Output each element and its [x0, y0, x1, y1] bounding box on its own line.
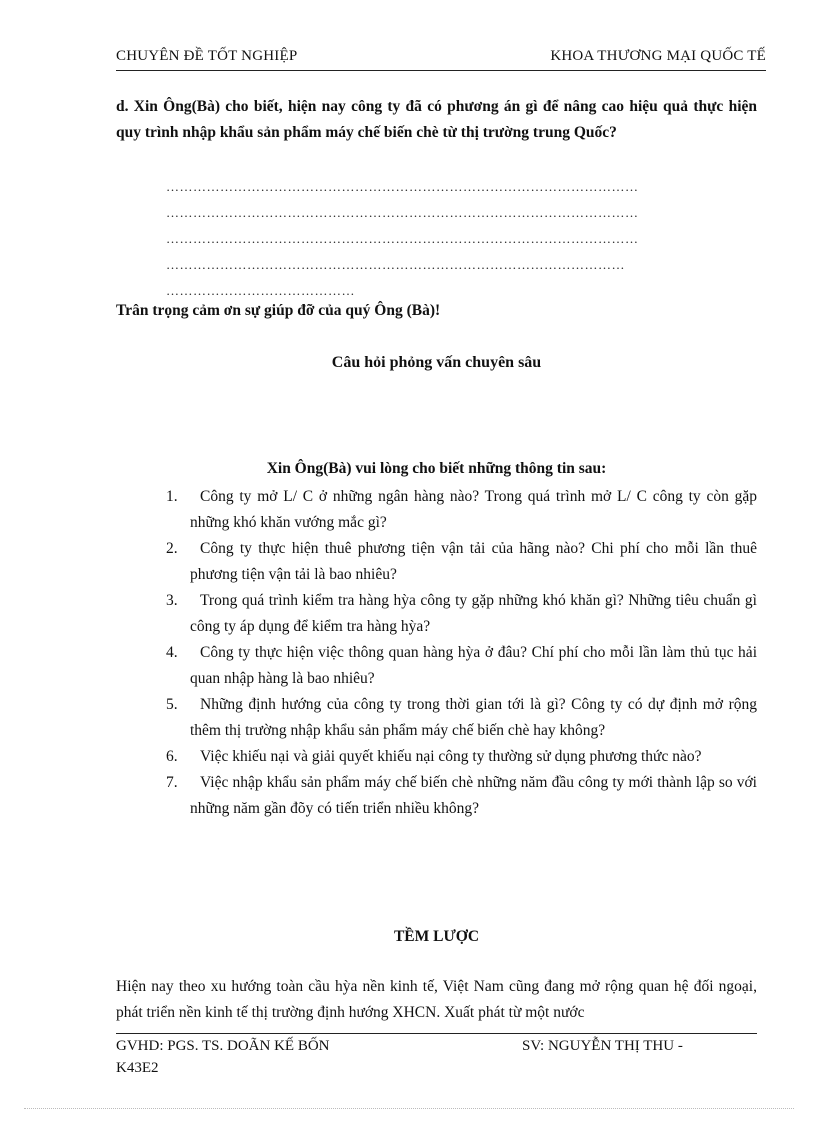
- header-right: KHOA THƯƠNG MẠI QUỐC TẾ: [550, 48, 766, 64]
- list-item: [166, 744, 757, 770]
- list-item-number: 5.: [166, 696, 178, 713]
- list-item-text: Những định hướng của công ty trong thời gian tới là gì? Công ty có dự định mở rộng thêm thị trường nhập khẩu sản phẩm máy chế biến chè hay không?: [190, 696, 757, 739]
- list-item: [166, 484, 757, 536]
- list-item-number: 3.: [166, 592, 178, 609]
- list-item-number: 1.: [166, 488, 178, 505]
- list-item: [166, 588, 757, 640]
- list-item-text: Việc khiếu nại và giải quyết khiếu nại công ty thường sử dụng phương thức nào?: [200, 748, 702, 765]
- question-d: d. Xin Ông(Bà) cho biết, hiện nay công ty đã có phương án gì để nâng cao hiệu quả thực hiện quy trình nhập khẩu sản phẩm máy chế biến chè từ thị trường trung Quốc?: [116, 98, 757, 141]
- interview-intro: Xin Ông(Bà) vui lòng cho biết những thông tin sau:: [266, 460, 607, 477]
- list-item: [166, 640, 757, 692]
- footer-class: K43E2: [116, 1060, 159, 1076]
- answer-line: ……………………………………………………………………………………………: [166, 179, 639, 194]
- list-item: [166, 536, 757, 588]
- list-item-number: 7.: [166, 774, 178, 791]
- list-item-text: Trong quá trình kiểm tra hàng hỳa công ty gặp những khó khăn gì? Những tiêu chuẩn gì công ty áp dụng để kiểm tra hàng hỳa?: [190, 592, 757, 635]
- question-list: [166, 484, 757, 822]
- interview-title: Câu hỏi phỏng vấn chuyên sâu: [331, 354, 542, 371]
- summary-paragraph: Hiện nay theo xu hướng toàn cầu hỳa nền kinh tế, Việt Nam cũng đang mở rộng quan hệ đối ngoại, phát triển nền kinh tế thị trường định hướng XHCN. Xuất phát từ một nước: [116, 978, 757, 1021]
- answer-lines: [166, 174, 746, 304]
- list-item-number: 4.: [166, 644, 178, 661]
- list-item-text: Công ty thực hiện việc thông quan hàng hỳa ở đâu? Chí phí cho mỗi lần làm thủ tục hải quan nhập hàng là bao nhiêu?: [190, 644, 757, 687]
- footer-advisor: GVHD: PGS. TS. DOÃN KẾ BỐN: [116, 1038, 330, 1054]
- list-item-text: Công ty thực hiện thuê phương tiện vận tải của hãng nào? Chi phí cho mỗi lần thuê phương tiện vận tải là bao nhiêu?: [190, 540, 757, 583]
- list-item-number: 6.: [166, 748, 178, 765]
- answer-line: ……………………………………………………………………………………………: [166, 205, 639, 220]
- answer-line: ……………………………………: [166, 283, 355, 298]
- header-left: CHUYÊN ĐỀ TỐT NGHIỆP: [116, 48, 298, 64]
- summary-title: TỀM LƯỢC: [393, 928, 480, 945]
- list-item-number: 2.: [166, 540, 178, 557]
- answer-line: …………………………………………………………………………………………: [166, 257, 625, 272]
- page-header: [116, 48, 766, 71]
- thanks-line: Trân trọng cảm ơn sự giúp đỡ của quý Ông (Bà)!: [116, 302, 441, 319]
- list-item: [166, 692, 757, 744]
- footer-divider: [116, 1033, 757, 1034]
- answer-line: ……………………………………………………………………………………………: [166, 231, 639, 246]
- list-item-text: Việc nhập khẩu sản phẩm máy chế biến chè những năm đầu công ty mới thành lập so với những năm gần đõy có tiến triển nhiều không?: [190, 774, 757, 817]
- footer-student: SV: NGUYỄN THỊ THU -: [522, 1038, 683, 1054]
- list-item-text: Công ty mở L/ C ở những ngân hàng nào? Trong quá trình mở L/ C công ty còn gặp những khó khăn vướng mắc gì?: [190, 488, 757, 531]
- list-item: [166, 770, 757, 822]
- page-edge-divider: [24, 1108, 794, 1109]
